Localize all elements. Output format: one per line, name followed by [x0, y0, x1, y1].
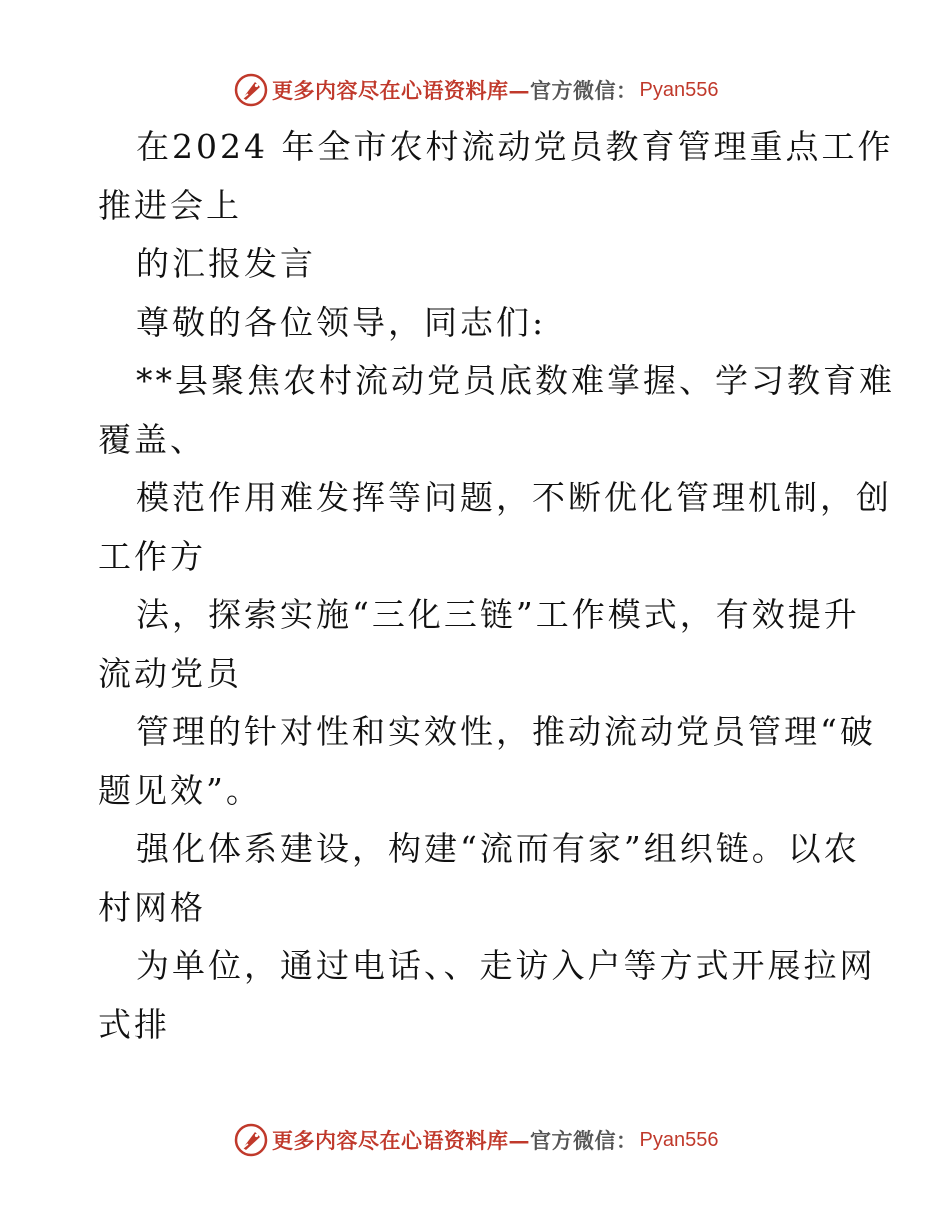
pen-nib-circle-icon	[234, 73, 268, 107]
document-line: 流动党员	[98, 653, 242, 693]
watermark-dash: —	[508, 1127, 530, 1153]
document-line: 推进会上	[98, 185, 242, 225]
watermark-official-text: 官方微信：	[530, 78, 638, 103]
document-line: 题见效”。	[98, 770, 262, 810]
document-line: 式排	[98, 1004, 170, 1044]
watermark-official-text: 官方微信：	[530, 1128, 638, 1153]
document-line: 工作方	[98, 536, 206, 576]
watermark-brand-text: 更多内容尽在心语资料库	[272, 1128, 509, 1153]
pen-nib-circle-icon	[234, 1123, 268, 1157]
document-line: 管理的针对性和实效性，推动流动党员管理“破	[136, 712, 876, 751]
document-line: 法，探索实施“三化三链”工作模式，有效提升	[136, 595, 860, 634]
document-line: 在2024 年全市农村流动党员教育管理重点工作	[136, 127, 894, 166]
document-line: **县聚焦农村流动党员底数难掌握、学习教育难	[136, 361, 895, 400]
document-line: 覆盖、	[98, 419, 206, 459]
watermark-account: Pyan556	[639, 78, 719, 101]
document-line: 强化体系建设，构建“流而有家”组织链。以农	[136, 829, 860, 868]
document-line: 尊敬的各位领导，同志们:	[136, 302, 547, 342]
footer-watermark	[234, 1122, 718, 1158]
document-line: 村网格	[98, 887, 206, 927]
watermark-brand-text: 更多内容尽在心语资料库	[272, 78, 509, 103]
watermark-account: Pyan556	[639, 1128, 719, 1151]
document-line: 为单位，通过电话、、走访入户等方式开展拉网	[136, 946, 876, 985]
document-line: 模范作用难发挥等问题，不断优化管理机制，创	[136, 478, 892, 517]
watermark-dash: —	[508, 77, 530, 103]
document-line: 的汇报发言	[136, 244, 316, 283]
document-body	[98, 118, 895, 1054]
header-watermark	[234, 72, 718, 108]
